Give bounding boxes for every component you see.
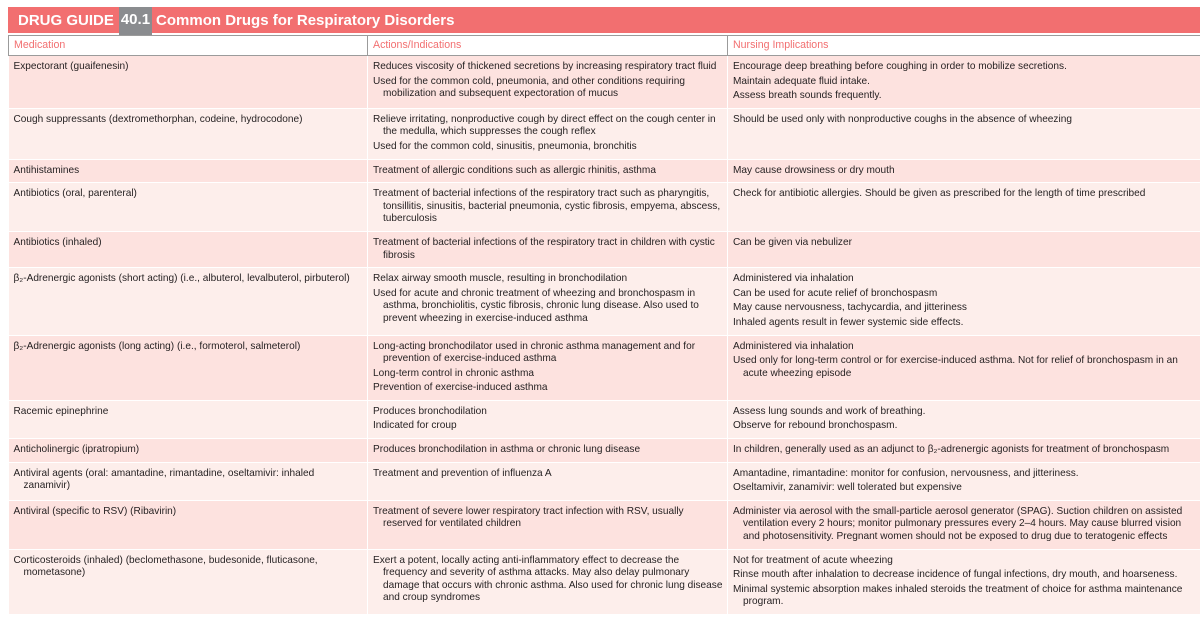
nursing-item: Assess breath sounds frequently. xyxy=(733,90,882,102)
action-item: Treatment of severe lower respiratory tract infection with RSV, usually reserved for ventilated children xyxy=(373,505,684,530)
nursing-item: Amantadine, rimantadine: monitor for confusion, nervousness, and jitteriness. xyxy=(733,467,1079,479)
table-row xyxy=(9,500,1200,549)
medication-cell xyxy=(9,500,368,549)
nursing-item: Used only for long-term control or for exercise-induced asthma. Not for relief of bronchospasm in an acute wheezing episode xyxy=(733,355,1178,379)
actions-cell xyxy=(368,159,728,183)
nursing-cell xyxy=(728,439,1200,463)
action-item: Exert a potent, locally acting anti-inflammatory effect to decrease the frequency and severity of asthma attacks. May also delay pulmonary damage that occurs with chronic asthma. Also used for chronic lung disease and croup syndromes xyxy=(373,554,723,604)
action-item: Treatment and prevention of influenza A xyxy=(373,467,552,479)
action-item: Used for the common cold, sinusitis, pneumonia, bronchitis xyxy=(373,140,637,152)
column-header-nursing: Nursing Implications xyxy=(728,36,1200,56)
actions-cell xyxy=(368,439,728,463)
nursing-item: Administered via inhalation xyxy=(733,273,854,285)
action-item: Treatment of bacterial infections of the respiratory tract in children with cystic fibrosis xyxy=(373,236,715,261)
action-item: Long-term control in chronic asthma xyxy=(373,367,535,379)
table-row xyxy=(9,231,1200,267)
medication-cell xyxy=(9,549,368,614)
nursing-item: Observe for rebound bronchospasm. xyxy=(733,420,898,432)
guide-title: Common Drugs for Respiratory Disorders xyxy=(156,11,455,29)
action-item: Indicated for croup xyxy=(373,420,457,432)
action-item: Treatment of bacterial infections of the respiratory tract such as pharyngitis, tonsillitis, sinusitis, bacterial pneumonia, cystic fibrosis, empyema, abscess, tuberculosis xyxy=(373,188,721,225)
medication-cell xyxy=(9,183,368,232)
action-item: Prevention of exercise-induced asthma xyxy=(373,382,548,394)
nursing-cell xyxy=(728,159,1200,183)
nursing-cell xyxy=(728,500,1200,549)
nursing-item: In children, generally used as an adjunct to β₂-adrenergic agonists for treatment of bronchospasm xyxy=(733,444,1170,456)
actions-cell xyxy=(368,56,728,109)
nursing-item: Rinse mouth after inhalation to decrease incidence of fungal infections, dry mouth, and hoarseness. xyxy=(733,569,1178,581)
table-row xyxy=(9,183,1200,232)
actions-cell xyxy=(368,549,728,614)
nursing-item: Administered via inhalation xyxy=(733,340,854,352)
actions-cell xyxy=(368,268,728,335)
actions-cell xyxy=(368,500,728,549)
medication-cell xyxy=(9,159,368,183)
nursing-item: Assess lung sounds and work of breathing. xyxy=(733,405,926,417)
medication-name: Corticosteroids (inhaled) (beclomethasone, budesonide, fluticasone, mometasone) xyxy=(13,554,318,579)
actions-cell xyxy=(368,108,728,159)
action-item: Long-acting bronchodilator used in chronic asthma management and for prevention of exercise-induced asthma xyxy=(373,340,696,365)
medication-name: Antibiotics (oral, parenteral) xyxy=(13,188,137,200)
nursing-item: Maintain adequate fluid intake. xyxy=(733,75,870,87)
column-header-actions: Actions/Indications xyxy=(368,36,728,56)
medication-name: Antibiotics (inhaled) xyxy=(13,236,102,248)
table-row xyxy=(9,400,1200,438)
table-row xyxy=(9,335,1200,400)
drug-table xyxy=(8,35,1200,615)
nursing-item: Inhaled agents result in fewer systemic side effects. xyxy=(733,316,964,328)
table-row xyxy=(9,108,1200,159)
medication-name: Cough suppressants (dextromethorphan, codeine, hydrocodone) xyxy=(13,113,303,125)
guide-label: DRUG GUIDE xyxy=(18,11,114,29)
table-row xyxy=(9,462,1200,500)
medication-cell xyxy=(9,108,368,159)
nursing-cell xyxy=(728,400,1200,438)
nursing-cell xyxy=(728,462,1200,500)
action-item: Used for acute and chronic treatment of wheezing and bronchospasm in asthma, bronchiolitis, cystic fibrosis, chronic lung disease. Also used to prevent wheezing in exercise-induced asthma xyxy=(373,287,699,324)
medication-name: Anticholinergic (ipratropium) xyxy=(13,444,140,456)
medication-name: Expectorant (guaifenesin) xyxy=(13,61,129,72)
actions-cell xyxy=(368,183,728,232)
nursing-item: Administer via aerosol with the small-particle aerosol generator (SPAG). Suction children on assisted ventilation every 2 hours; monitor pulmonary pressures every 2–4 hours. May cause blurred vision and photosensitivity. Pregnant women should not be exposed to drug due to teratogenic effects xyxy=(733,505,1183,543)
nursing-item: Should be used only with nonproductive coughs in the absence of wheezing xyxy=(733,113,1072,125)
medication-name: Antihistamines xyxy=(13,164,80,176)
nursing-cell xyxy=(728,231,1200,267)
table-row xyxy=(9,268,1200,335)
action-item: Produces bronchodilation xyxy=(373,405,487,417)
table-row xyxy=(9,439,1200,463)
actions-cell xyxy=(368,400,728,438)
guide-number: 40.1 xyxy=(119,7,152,33)
table-row xyxy=(9,56,1200,109)
action-item: Reduces viscosity of thickened secretions by increasing respiratory tract fluid xyxy=(373,61,717,72)
nursing-item: Oseltamivir, zanamivir: well tolerated but expensive xyxy=(733,482,962,494)
nursing-item: May cause drowsiness or dry mouth xyxy=(733,164,895,176)
nursing-item: May cause nervousness, tachycardia, and jitteriness xyxy=(733,302,967,314)
table-row xyxy=(9,549,1200,614)
column-header-medication: Medication xyxy=(9,36,368,56)
medication-cell xyxy=(9,231,368,267)
medication-cell xyxy=(9,439,368,463)
medication-cell xyxy=(9,335,368,400)
medication-cell xyxy=(9,462,368,500)
table-header-row xyxy=(9,36,1200,56)
medication-cell xyxy=(9,268,368,335)
nursing-item: Encourage deep breathing before coughing in order to mobilize secretions. xyxy=(733,61,1067,72)
nursing-item: Check for antibiotic allergies. Should be given as prescribed for the length of time prescribed xyxy=(733,188,1146,200)
action-item: Treatment of allergic conditions such as allergic rhinitis, asthma xyxy=(373,164,656,176)
nursing-item: Can be used for acute relief of bronchospasm xyxy=(733,287,938,299)
nursing-cell xyxy=(728,335,1200,400)
nursing-cell xyxy=(728,183,1200,232)
nursing-cell xyxy=(728,108,1200,159)
nursing-cell xyxy=(728,268,1200,335)
table-row xyxy=(9,159,1200,183)
medication-cell xyxy=(9,56,368,109)
nursing-item: Can be given via nebulizer xyxy=(733,236,852,248)
action-item: Used for the common cold, pneumonia, and other conditions requiring mobilization and subsequent expectoration of mucus xyxy=(373,75,685,100)
medication-name: Antiviral (specific to RSV) (Ribavirin) xyxy=(13,505,177,517)
medication-name: β₂-Adrenergic agonists (short acting) (i.e., albuterol, levalbuterol, pirbuterol) xyxy=(13,273,350,285)
nursing-item: Minimal systemic absorption makes inhaled steroids the treatment of choice for asthma maintenance program. xyxy=(733,583,1183,608)
nursing-item: Not for treatment of acute wheezing xyxy=(733,554,893,566)
medication-cell xyxy=(9,400,368,438)
medication-name: Antiviral agents (oral: amantadine, rimantadine, oseltamivir: inhaled zanamivir) xyxy=(13,467,315,492)
action-item: Produces bronchodilation in asthma or chronic lung disease xyxy=(373,444,641,456)
nursing-cell xyxy=(728,56,1200,109)
medication-name: Racemic epinephrine xyxy=(13,405,109,417)
actions-cell xyxy=(368,462,728,500)
drug-guide-header xyxy=(8,7,1200,33)
action-item: Relax airway smooth muscle, resulting in bronchodilation xyxy=(373,273,628,285)
action-item: Relieve irritating, nonproductive cough by direct effect on the cough center in the medulla, which suppresses the cough reflex xyxy=(373,113,716,138)
actions-cell xyxy=(368,231,728,267)
medication-name: β₂-Adrenergic agonists (long acting) (i.e., formoterol, salmeterol) xyxy=(13,340,301,352)
actions-cell xyxy=(368,335,728,400)
nursing-cell xyxy=(728,549,1200,614)
